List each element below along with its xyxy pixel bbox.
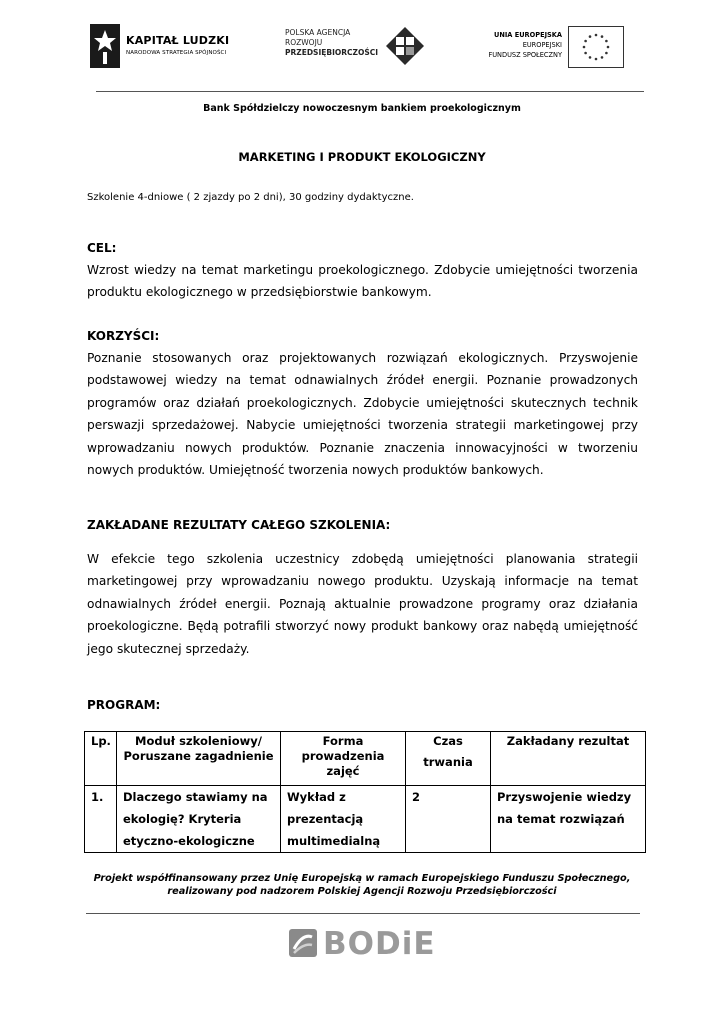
- cel-heading: CEL:: [87, 241, 117, 255]
- kapital-ludzki-title: KAPITAŁ LUDZKI: [126, 34, 230, 47]
- eu-line-2: EUROPEJSKI: [522, 41, 562, 49]
- parp-line-3: PRZEDSIĘBIORCZOŚCI: [285, 48, 379, 57]
- program-table: [84, 731, 646, 853]
- eu-line-3: FUNDUSZ SPOŁECZNY: [488, 51, 562, 59]
- korzysci-heading: KORZYŚCI:: [87, 329, 160, 343]
- kapital-ludzki-emblem-icon: [90, 24, 120, 68]
- header-czas-line-2: trwania: [423, 755, 473, 769]
- header-forma: Forma prowadzenia zajęć: [281, 732, 406, 786]
- row-forma: Wykład z prezentacją multimedialną: [281, 786, 406, 853]
- row-czas: 2: [406, 786, 491, 853]
- eu-logo: [470, 26, 626, 70]
- row-modul: Dlaczego stawiamy na ekologię? Kryteria etyczno-ekologiczne: [117, 786, 281, 853]
- parp-line-2: ROZWOJU: [285, 38, 323, 47]
- kapital-ludzki-subtitle: NARODOWA STRATEGIA SPÓJNOŚCI: [126, 50, 227, 56]
- bodie-logo-text: BODiE: [323, 926, 436, 962]
- program-table-header-row: [85, 732, 646, 786]
- footer-divider: [86, 913, 640, 914]
- bodie-logo: [289, 925, 439, 965]
- header-modul: Moduł szkoleniowy/ Poruszane zagadnienie: [117, 732, 281, 786]
- course-duration-note: Szkolenie 4-dniowe ( 2 zjazdy po 2 dni), 30 godziny dydaktyczne.: [87, 192, 414, 203]
- table-row: [85, 786, 646, 853]
- funding-footnote-line-1: Projekt współfinansowany przez Unię Europejską w ramach Europejskiego Funduszu Społecznego,: [93, 873, 631, 884]
- header-divider: [96, 91, 644, 92]
- korzysci-text: Poznanie stosowanych oraz projektowanych rozwiązań ekologicznych. Przyswojenie podstawowej wiedzy na temat odnawialnych źródeł energii. Poznanie prowadzonych programów oraz działań proekologicznych. Zdobycie umiejętności skutecznych technik perswazji sprzedażowej. Nabycie umiejętności tworzenia strategii marketingowej przy wprowadzaniu nowych produktów. Poznanie znaczenia innowacyjności w tworzeniu nowych produktów. Umiejętność tworzenia nowych produktów bankowych.: [87, 351, 638, 478]
- row-lp: 1.: [85, 786, 117, 853]
- funding-footnote: [0, 872, 724, 898]
- eu-flag-icon: [568, 26, 624, 68]
- document-subheading: Bank Spółdzielczy nowoczesnym bankiem proekologicznym: [203, 103, 521, 114]
- cel-text: Wzrost wiedzy na temat marketingu proekologicznego. Zdobycie umiejętności tworzenia produktu ekologicznego w przedsiębiorstwie bankowym.: [87, 263, 638, 300]
- rezultaty-heading: ZAKŁADANE REZULTATY CAŁEGO SZKOLENIA:: [87, 518, 391, 532]
- rezultaty-text: W efekcie tego szkolenia uczestnicy zdobędą umiejętności planowania strategii marketingowej przy wprowadzaniu nowego produktu. Uzyskają informacje na temat odnawialnych źródeł energii. Poznają aktualnie prowadzone programy oraz działania proekologiczne. Będą potrafili stworzyć nowy produkt bankowy oraz nabędą umiejętność jego skutecznej sprzedaży.: [87, 552, 638, 656]
- row-rezultat: Przyswojenie wiedzy na temat rozwiązań: [491, 786, 646, 853]
- header-czas: [406, 732, 491, 786]
- eu-line-1: UNIA EUROPEJSKA: [493, 31, 562, 39]
- kapital-ludzki-logo: [90, 22, 230, 70]
- header-czas-line-1: Czas: [433, 734, 463, 748]
- funding-footnote-line-2: realizowany pod nadzorem Polskiej Agencji Rozwoju Przedsiębiorczości: [167, 886, 557, 897]
- document-title: MARKETING I PRODUKT EKOLOGICZNY: [238, 150, 486, 164]
- program-heading: PROGRAM:: [87, 698, 161, 712]
- header-rezultat: Zakładany rezultat: [491, 732, 646, 786]
- parp-line-1: POLSKA AGENCJA: [285, 28, 351, 37]
- parp-logo: [285, 28, 425, 68]
- parp-emblem-icon: [385, 26, 425, 66]
- header-lp: Lp.: [85, 732, 117, 786]
- bodie-emblem-icon: [289, 929, 317, 957]
